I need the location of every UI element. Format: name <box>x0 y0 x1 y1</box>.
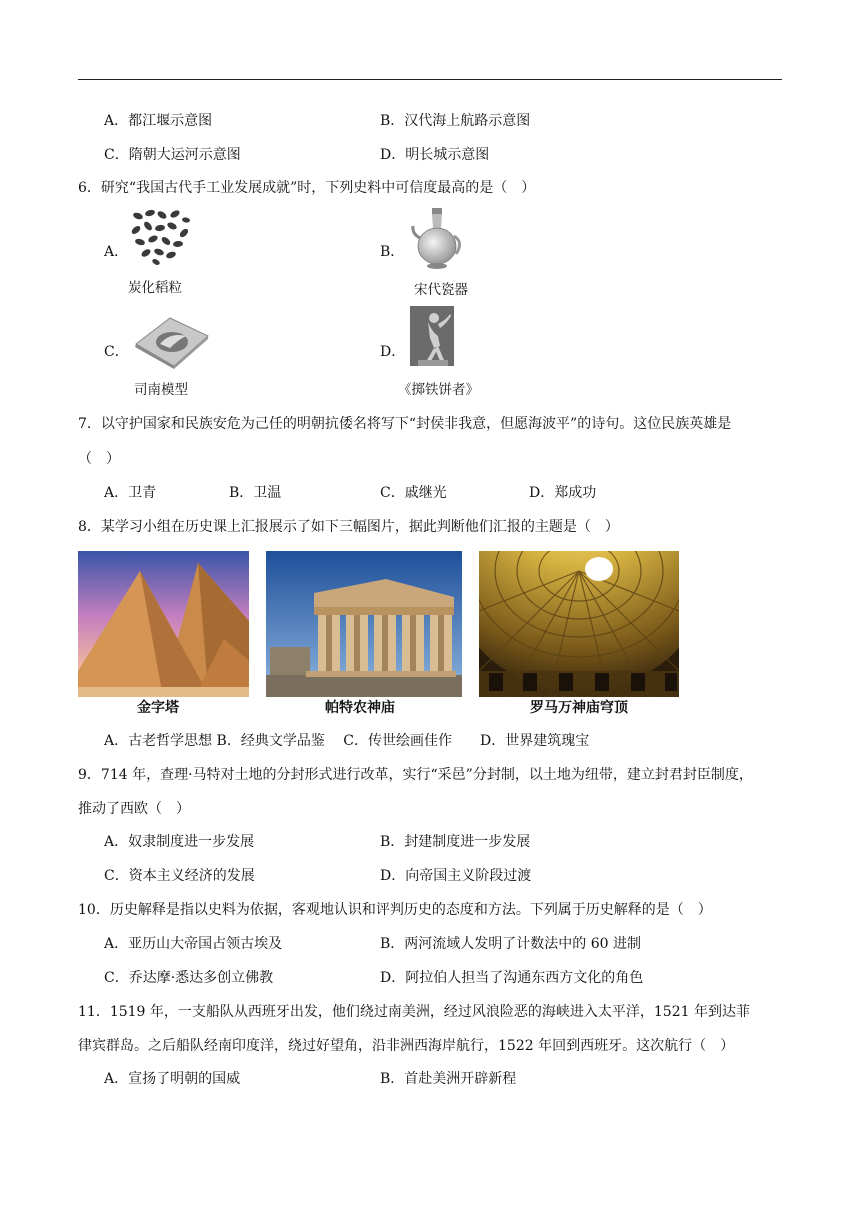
q7-stem-line2: （ ） <box>78 451 120 467</box>
q7-option-d[interactable]: D．郑成功 <box>529 485 597 501</box>
q9-stem-line2: 推动了西欧（ ） <box>78 801 190 817</box>
rice-grains-icon <box>128 206 196 266</box>
q7-option-b[interactable]: B．卫温 <box>229 485 282 501</box>
parthenon-photo <box>266 551 462 697</box>
pantheon-dome-photo <box>479 551 679 697</box>
compass-model-icon <box>130 314 212 370</box>
q10-stem: 10．历史解释是指以史料为依据，客观地认识和评判历史的态度和方法。下列属于历史解释的是（ ） <box>78 902 712 918</box>
q10-option-d[interactable]: D．阿拉伯人担当了沟通东西方文化的角色 <box>380 970 644 986</box>
q5-option-b[interactable]: B．汉代海上航路示意图 <box>380 113 531 129</box>
q8-stem: 8．某学习小组在历史课上汇报展示了如下三幅图片，据此判断他们汇报的主题是（ ） <box>78 519 619 535</box>
q7-stem-line1: 7．以守护国家和民族安危为己任的明朝抗倭名将写下“封侯非我意，但愿海波平”的诗句。这位民族英雄是 <box>78 416 732 432</box>
q6-caption-b: 宋代瓷器 <box>414 282 468 298</box>
q8-caption-2: 帕特农神庙 <box>325 700 395 716</box>
pyramids-photo <box>78 551 249 697</box>
q8-caption-3: 罗马万神庙穹顶 <box>530 700 628 716</box>
q6-caption-a: 炭化稻粒 <box>128 280 182 296</box>
q11-stem-line2: 律宾群岛。之后船队经南印度洋，绕过好望角，沿非洲西海岸航行，1522 年回到西班牙。这次航行（ ） <box>78 1038 735 1054</box>
q9-option-b[interactable]: B．封建制度进一步发展 <box>380 834 531 850</box>
q6-option-a-label[interactable]: A． <box>104 244 129 260</box>
q9-option-d[interactable]: D．向帝国主义阶段过渡 <box>380 868 532 884</box>
q11-option-b[interactable]: B．首赴美洲开辟新程 <box>380 1071 517 1087</box>
q6-option-b-label[interactable]: B． <box>380 244 405 260</box>
q6-caption-c: 司南模型 <box>134 382 188 398</box>
q6-stem: 6．研究“我国古代手工业发展成就”时，下列史料中可信度最高的是（ ） <box>78 180 536 196</box>
q10-option-b[interactable]: B．两河流域人发明了计数法中的 60 进制 <box>380 936 642 952</box>
q6-option-c-label[interactable]: C． <box>104 344 129 360</box>
porcelain-ewer-icon <box>410 206 464 272</box>
q5-option-c[interactable]: C．隋朝大运河示意图 <box>104 147 241 163</box>
q9-stem-line1: 9．714 年，查理·马特对土地的分封形式进行改革，实行“采邑”分封制，以土地为纽带，建立封君封臣制度， <box>78 767 753 783</box>
q11-stem-line1: 11．1519 年，一支船队从西班牙出发，他们绕过南美洲，经过风浪险恶的海峡进入太平洋，1521 年到达菲 <box>78 1004 750 1020</box>
discus-thrower-statue-icon <box>410 306 454 366</box>
header-rule <box>78 79 782 80</box>
q5-option-a[interactable]: A．都江堰示意图 <box>104 113 213 129</box>
q7-option-a[interactable]: A．卫青 <box>104 485 157 501</box>
q9-option-a[interactable]: A．奴隶制度进一步发展 <box>104 834 255 850</box>
q10-option-c[interactable]: C．乔达摩·悉达多创立佛教 <box>104 970 274 986</box>
q6-caption-d: 《掷铁饼者》 <box>398 382 479 398</box>
q7-option-c[interactable]: C．戚继光 <box>380 485 447 501</box>
q6-option-d-label[interactable]: D． <box>380 344 406 360</box>
q11-option-a[interactable]: A．宣扬了明朝的国威 <box>104 1071 241 1087</box>
q8-caption-1: 金字塔 <box>137 700 179 716</box>
q10-option-a[interactable]: A．亚历山大帝国占领古埃及 <box>104 936 283 952</box>
q5-option-d[interactable]: D．明长城示意图 <box>380 147 490 163</box>
q8-options[interactable]: A．古老哲学思想 B．经典文学品鉴 C．传世绘画佳作 D．世界建筑瑰宝 <box>104 733 590 749</box>
q9-option-c[interactable]: C．资本主义经济的发展 <box>104 868 255 884</box>
